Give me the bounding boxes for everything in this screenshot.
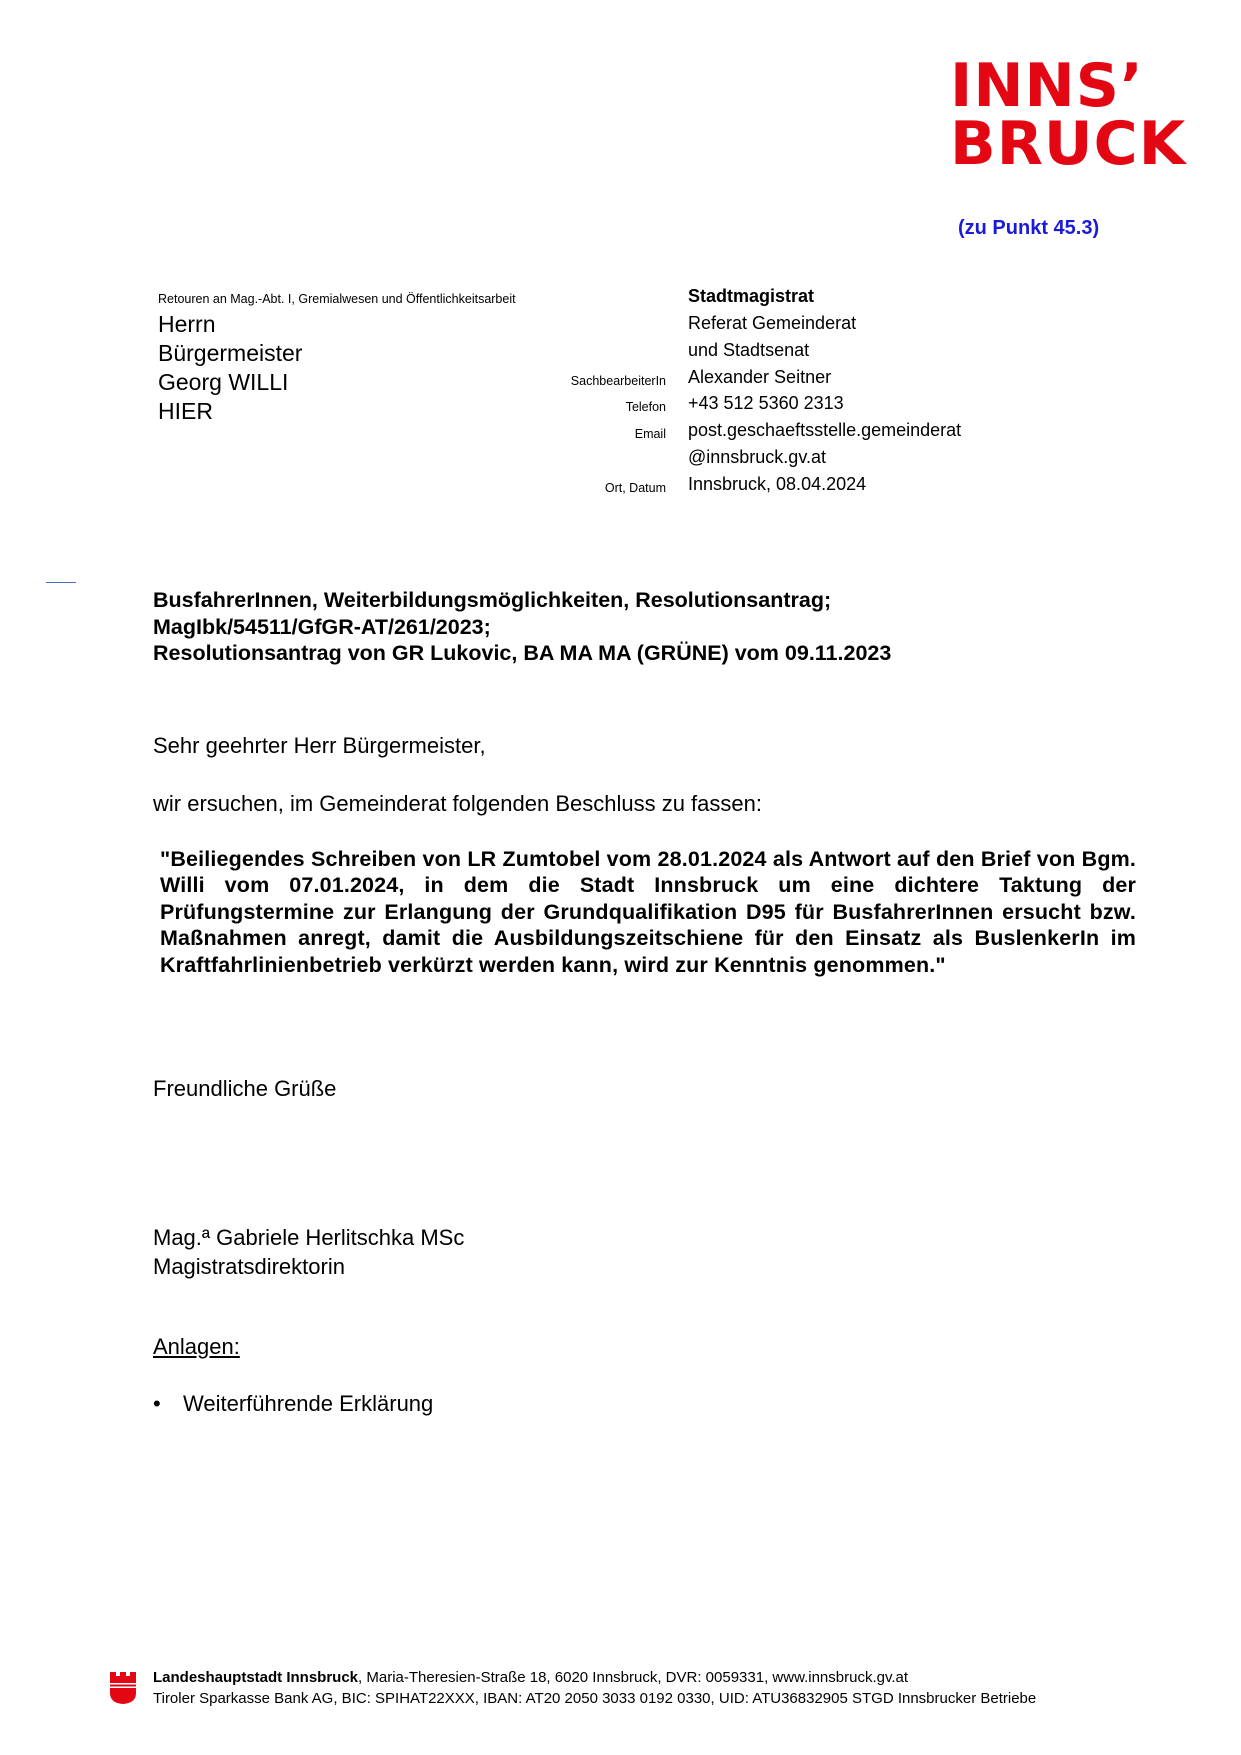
request-text: wir ersuchen, im Gemeinderat folgenden Beschluss zu fassen: [153, 791, 762, 816]
resolution-text: "Beiliegendes Schreiben von LR Zumtobel vom 28.01.2024 als Antwort auf den Brief von Bgm. Willi vom 07.01.2024, in dem die Stadt Innsbruck um eine dichtere Taktung der Prüfungstermine zur Erlangung der Grundqualifikation D95 für BusfahrerInnen ersucht bzw. Maßnahmen anregt, damit die Ausbildungszeitschiene für den Einsatz als BuslenkerIn im Kraftfahrlinienbetrieb verkürzt werden kann, wird zur Kenntnis genommen." [160, 847, 1136, 977]
subject-line: MagIbk/54511/GfGR-AT/261/2023; [153, 614, 491, 639]
recipient-line: Georg WILLI [158, 369, 289, 395]
sender-title: Stadtmagistrat [688, 286, 815, 306]
email-address-domain[interactable]: @innsbruck.gv.at [688, 447, 826, 467]
bullet: • [153, 1391, 161, 1416]
footer [153, 1667, 1036, 1709]
signatory-name: Mag.ª Gabriele Herlitschka MSc [153, 1225, 465, 1250]
footer-org-name: Landeshauptstadt Innsbruck [153, 1669, 359, 1686]
place-date-label: Ort, Datum [604, 481, 666, 495]
recipient-line: HIER [158, 398, 213, 424]
recipient-line: Herrn [158, 311, 216, 337]
margin-mark [46, 582, 76, 583]
logo-line-2: BRUCK [950, 109, 1187, 179]
attachment-item [153, 1391, 433, 1417]
attachments-heading: Anlagen: [153, 1334, 240, 1359]
greeting: Sehr geehrter Herr Bürgermeister, [153, 733, 486, 758]
email-label: Email [634, 427, 666, 441]
clerk-name: Alexander Seitner [688, 367, 832, 387]
closing: Freundliche Grüße [153, 1076, 337, 1101]
logo-line-1: INNS’ [950, 51, 1144, 121]
clerk-label: SachbearbeiterIn [570, 374, 666, 388]
return-address-line: Retouren an Mag.-Abt. I, Gremialwesen und Öffentlichkeitsarbeit [158, 292, 516, 306]
signatory [153, 1223, 464, 1281]
sender-department: Referat Gemeinderat [688, 313, 857, 333]
sender-department-2: und Stadtsenat [688, 340, 810, 360]
subject-block [153, 587, 891, 667]
agenda-reference: (zu Punkt 45.3) [958, 217, 1100, 239]
recipient-line: Bürgermeister [158, 340, 303, 366]
footer-line-2: Tiroler Sparkasse Bank AG, BIC: SPIHAT22XXX, IBAN: AT20 2050 3033 0192 0330, UID: ATU36832905 STGD Innsbrucker Betriebe [153, 1690, 1037, 1707]
subject-line: BusfahrerInnen, Weiterbildungsmöglichkeiten, Resolutionsantrag; [153, 588, 832, 612]
recipient-address [158, 310, 302, 426]
phone-label: Telefon [625, 400, 666, 414]
place-date: Innsbruck, 08.04.2024 [688, 474, 867, 494]
subject-line: Resolutionsantrag von GR Lukovic, BA MA MA (GRÜNE) vom 09.11.2023 [153, 641, 892, 665]
signatory-role: Magistratsdirektorin [153, 1254, 345, 1279]
innsbruck-logo [950, 51, 1190, 179]
attachment-label: Weiterführende Erklärung [183, 1391, 434, 1416]
city-emblem-icon [108, 1669, 138, 1705]
footer-line-1 [153, 1667, 1036, 1688]
email-address[interactable]: post.geschaeftsstelle.gemeinderat [688, 420, 962, 440]
footer-address: , Maria-Theresien-Straße 18, 6020 Innsbruck, DVR: 0059331, www.innsbruck.gv.at [358, 1669, 909, 1686]
phone-number: +43 512 5360 2313 [688, 393, 844, 413]
